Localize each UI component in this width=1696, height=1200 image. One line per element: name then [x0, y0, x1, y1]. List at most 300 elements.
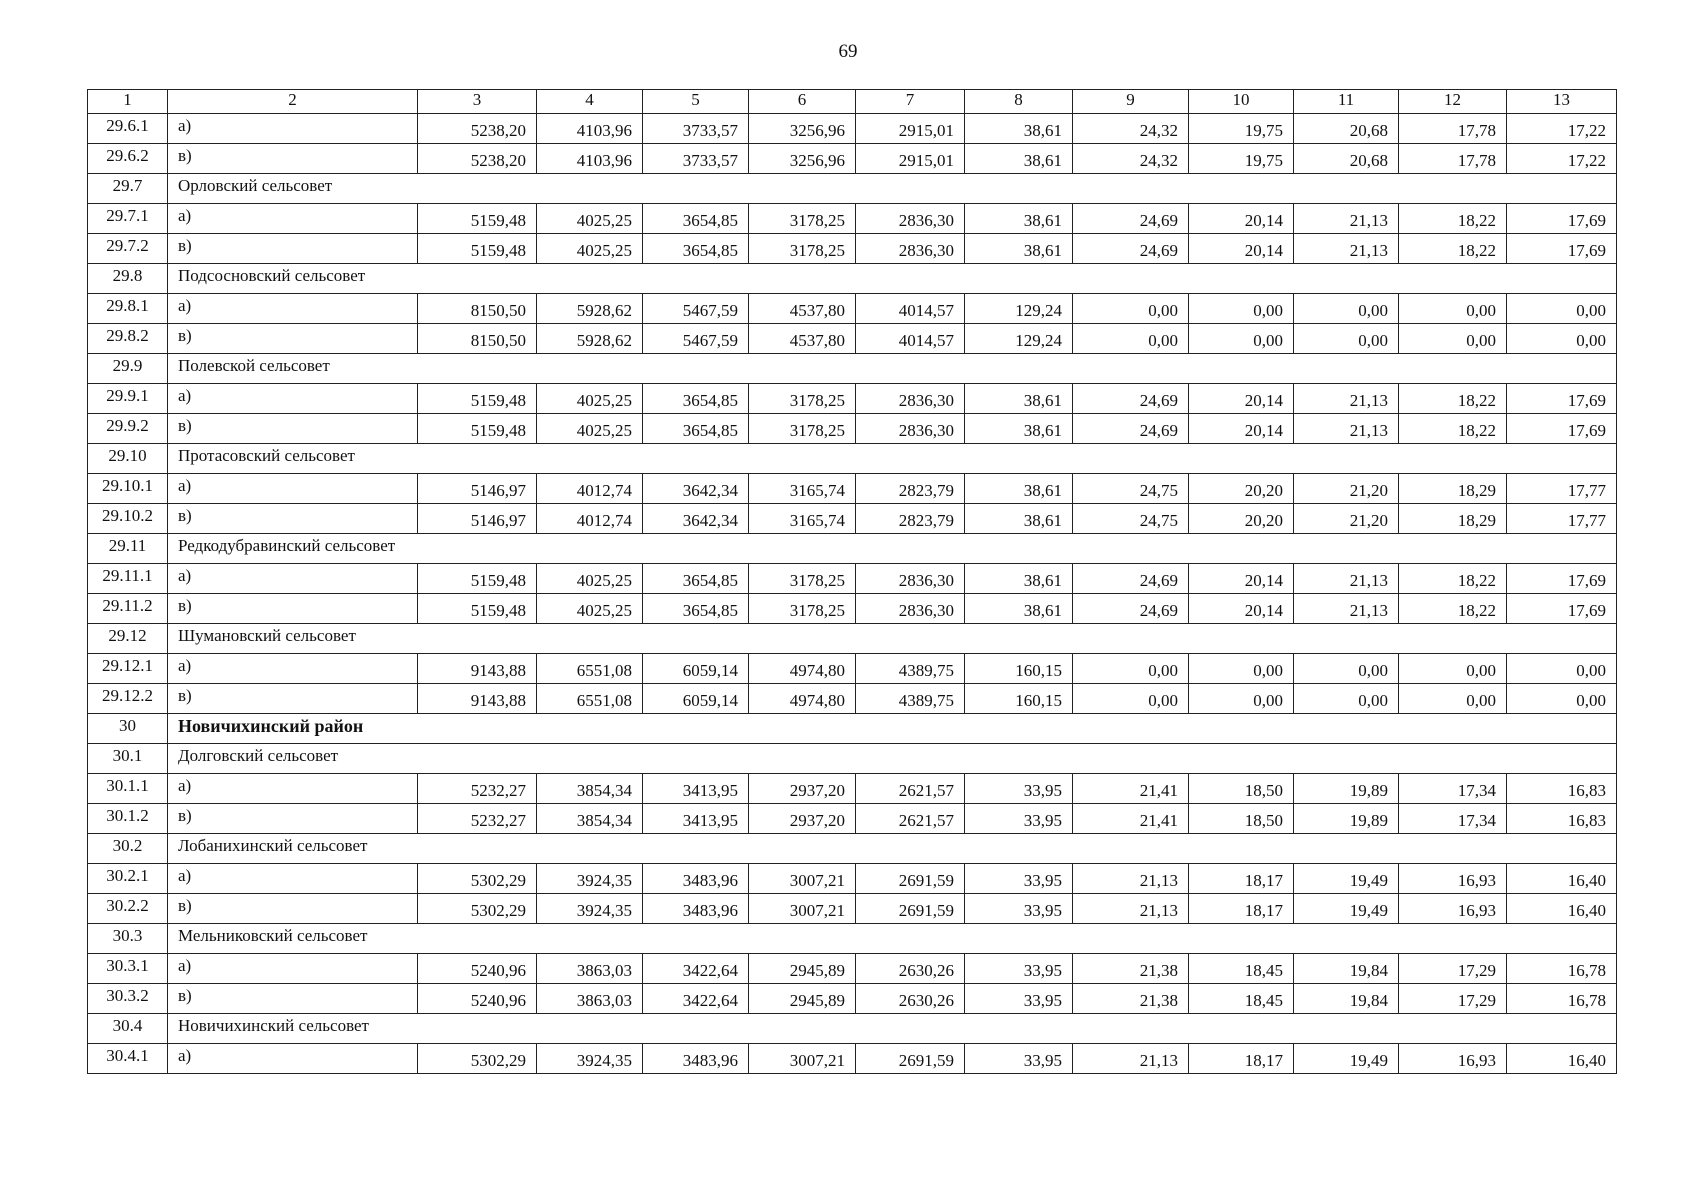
- row-label: а): [168, 774, 418, 804]
- column-header-13: 13: [1507, 90, 1617, 114]
- value-cell-col-3: 5159,48: [418, 204, 537, 234]
- table-row: [88, 774, 1617, 804]
- value-cell-col-12: 16,93: [1399, 1044, 1507, 1074]
- value-cell-col-8: 38,61: [965, 204, 1073, 234]
- table-body: [88, 90, 1617, 1074]
- value-cell-col-10: 20,14: [1189, 204, 1294, 234]
- value-cell-col-8: 33,95: [965, 984, 1073, 1014]
- value-cell-col-13: 0,00: [1507, 654, 1617, 684]
- value-cell-col-9: 24,75: [1073, 504, 1189, 534]
- row-label: в): [168, 804, 418, 834]
- row-label: а): [168, 294, 418, 324]
- settlement-name: Лобанихинский сельсовет: [168, 834, 1617, 864]
- value-cell-col-10: 19,75: [1189, 144, 1294, 174]
- table-row: [88, 114, 1617, 144]
- value-cell-col-12: 0,00: [1399, 324, 1507, 354]
- settlement-name: Редкодубравинский сельсовет: [168, 534, 1617, 564]
- table-row: [88, 804, 1617, 834]
- column-header-7: 7: [856, 90, 965, 114]
- value-cell-col-7: 2691,59: [856, 894, 965, 924]
- value-cell-col-5: 6059,14: [643, 684, 749, 714]
- value-cell-col-6: 3256,96: [749, 114, 856, 144]
- tariff-table: [87, 89, 1617, 1074]
- value-cell-col-6: 3007,21: [749, 864, 856, 894]
- value-cell-col-9: 24,32: [1073, 144, 1189, 174]
- value-cell-col-5: 3654,85: [643, 234, 749, 264]
- value-cell-col-3: 9143,88: [418, 654, 537, 684]
- value-cell-col-9: 0,00: [1073, 654, 1189, 684]
- value-cell-col-13: 16,40: [1507, 864, 1617, 894]
- value-cell-col-12: 18,22: [1399, 414, 1507, 444]
- column-header-11: 11: [1294, 90, 1399, 114]
- value-cell-col-4: 3863,03: [537, 984, 643, 1014]
- value-cell-col-6: 2945,89: [749, 984, 856, 1014]
- table-row: [88, 894, 1617, 924]
- settlement-row: [88, 174, 1617, 204]
- column-header-1: 1: [88, 90, 168, 114]
- value-cell-col-12: 18,22: [1399, 204, 1507, 234]
- value-cell-col-3: 5240,96: [418, 984, 537, 1014]
- value-cell-col-10: 18,17: [1189, 864, 1294, 894]
- value-cell-col-12: 17,78: [1399, 144, 1507, 174]
- row-code: 30.4.1: [88, 1044, 168, 1074]
- value-cell-col-6: 3256,96: [749, 144, 856, 174]
- value-cell-col-13: 0,00: [1507, 294, 1617, 324]
- value-cell-col-13: 16,78: [1507, 954, 1617, 984]
- settlement-name: Протасовский сельсовет: [168, 444, 1617, 474]
- value-cell-col-8: 33,95: [965, 804, 1073, 834]
- value-cell-col-13: 16,78: [1507, 984, 1617, 1014]
- value-cell-col-8: 38,61: [965, 234, 1073, 264]
- row-label: а): [168, 474, 418, 504]
- value-cell-col-13: 0,00: [1507, 684, 1617, 714]
- value-cell-col-4: 3854,34: [537, 774, 643, 804]
- value-cell-col-12: 17,29: [1399, 954, 1507, 984]
- value-cell-col-5: 5467,59: [643, 324, 749, 354]
- settlement-name: Новичихинский сельсовет: [168, 1014, 1617, 1044]
- value-cell-col-9: 0,00: [1073, 324, 1189, 354]
- row-label: а): [168, 1044, 418, 1074]
- value-cell-col-7: 2630,26: [856, 984, 965, 1014]
- value-cell-col-10: 18,17: [1189, 1044, 1294, 1074]
- row-code: 29.7.1: [88, 204, 168, 234]
- value-cell-col-7: 2621,57: [856, 804, 965, 834]
- table-row: [88, 384, 1617, 414]
- value-cell-col-6: 2937,20: [749, 804, 856, 834]
- value-cell-col-5: 6059,14: [643, 654, 749, 684]
- value-cell-col-5: 3483,96: [643, 864, 749, 894]
- value-cell-col-9: 24,69: [1073, 594, 1189, 624]
- row-label: а): [168, 864, 418, 894]
- value-cell-col-9: 21,38: [1073, 984, 1189, 1014]
- value-cell-col-5: 3733,57: [643, 114, 749, 144]
- value-cell-col-6: 4974,80: [749, 654, 856, 684]
- value-cell-col-7: 2836,30: [856, 384, 965, 414]
- value-cell-col-4: 4012,74: [537, 474, 643, 504]
- row-code: 29.12: [88, 624, 168, 654]
- value-cell-col-8: 33,95: [965, 894, 1073, 924]
- row-code: 29.10.2: [88, 504, 168, 534]
- value-cell-col-3: 5302,29: [418, 864, 537, 894]
- value-cell-col-11: 19,89: [1294, 774, 1399, 804]
- row-code: 29.6.1: [88, 114, 168, 144]
- table-row: [88, 144, 1617, 174]
- value-cell-col-6: 3178,25: [749, 414, 856, 444]
- value-cell-col-8: 38,61: [965, 504, 1073, 534]
- settlement-name: Полевской сельсовет: [168, 354, 1617, 384]
- value-cell-col-10: 18,17: [1189, 894, 1294, 924]
- row-label: в): [168, 144, 418, 174]
- district-name: Новичихинский район: [168, 714, 1617, 744]
- value-cell-col-4: 4103,96: [537, 144, 643, 174]
- value-cell-col-7: 2621,57: [856, 774, 965, 804]
- value-cell-col-3: 5159,48: [418, 564, 537, 594]
- column-header-4: 4: [537, 90, 643, 114]
- value-cell-col-3: 5159,48: [418, 384, 537, 414]
- settlement-row: [88, 744, 1617, 774]
- value-cell-col-9: 24,69: [1073, 414, 1189, 444]
- settlement-row: [88, 834, 1617, 864]
- column-header-10: 10: [1189, 90, 1294, 114]
- row-code: 29.9: [88, 354, 168, 384]
- row-code: 30.2: [88, 834, 168, 864]
- row-code: 30.3: [88, 924, 168, 954]
- row-label: в): [168, 684, 418, 714]
- value-cell-col-10: 0,00: [1189, 294, 1294, 324]
- value-cell-col-10: 18,50: [1189, 804, 1294, 834]
- value-cell-col-13: 17,69: [1507, 594, 1617, 624]
- row-code: 29.12.1: [88, 654, 168, 684]
- value-cell-col-10: 19,75: [1189, 114, 1294, 144]
- value-cell-col-12: 16,93: [1399, 894, 1507, 924]
- value-cell-col-11: 21,13: [1294, 384, 1399, 414]
- value-cell-col-6: 3178,25: [749, 564, 856, 594]
- table-row: [88, 504, 1617, 534]
- row-code: 30.4: [88, 1014, 168, 1044]
- value-cell-col-9: 24,69: [1073, 564, 1189, 594]
- table-row: [88, 474, 1617, 504]
- table-row: [88, 954, 1617, 984]
- value-cell-col-5: 3483,96: [643, 894, 749, 924]
- row-code: 30.1.1: [88, 774, 168, 804]
- value-cell-col-4: 4025,25: [537, 594, 643, 624]
- value-cell-col-9: 21,41: [1073, 804, 1189, 834]
- row-label: в): [168, 414, 418, 444]
- row-label: в): [168, 234, 418, 264]
- value-cell-col-4: 4025,25: [537, 414, 643, 444]
- value-cell-col-3: 5159,48: [418, 414, 537, 444]
- value-cell-col-11: 21,13: [1294, 234, 1399, 264]
- value-cell-col-8: 38,61: [965, 414, 1073, 444]
- value-cell-col-5: 3733,57: [643, 144, 749, 174]
- page-number: 69: [838, 41, 858, 62]
- value-cell-col-13: 17,22: [1507, 114, 1617, 144]
- value-cell-col-12: 18,29: [1399, 504, 1507, 534]
- value-cell-col-9: 24,69: [1073, 204, 1189, 234]
- row-label: а): [168, 114, 418, 144]
- value-cell-col-6: 3178,25: [749, 384, 856, 414]
- value-cell-col-5: 5467,59: [643, 294, 749, 324]
- value-cell-col-11: 19,49: [1294, 894, 1399, 924]
- value-cell-col-6: 3165,74: [749, 474, 856, 504]
- value-cell-col-4: 4025,25: [537, 234, 643, 264]
- value-cell-col-9: 24,69: [1073, 384, 1189, 414]
- column-header-12: 12: [1399, 90, 1507, 114]
- value-cell-col-6: 3178,25: [749, 234, 856, 264]
- row-code: 29.11.1: [88, 564, 168, 594]
- value-cell-col-12: 18,29: [1399, 474, 1507, 504]
- settlement-name: Шумановский сельсовет: [168, 624, 1617, 654]
- value-cell-col-3: 5159,48: [418, 594, 537, 624]
- row-label: а): [168, 654, 418, 684]
- value-cell-col-8: 33,95: [965, 864, 1073, 894]
- district-row: [88, 714, 1617, 744]
- value-cell-col-8: 33,95: [965, 774, 1073, 804]
- row-code: 29.8.2: [88, 324, 168, 354]
- value-cell-col-4: 3924,35: [537, 864, 643, 894]
- row-code: 29.10: [88, 444, 168, 474]
- value-cell-col-11: 19,49: [1294, 864, 1399, 894]
- settlement-row: [88, 264, 1617, 294]
- value-cell-col-12: 18,22: [1399, 234, 1507, 264]
- column-header-6: 6: [749, 90, 856, 114]
- row-label: в): [168, 504, 418, 534]
- value-cell-col-12: 0,00: [1399, 684, 1507, 714]
- value-cell-col-8: 33,95: [965, 954, 1073, 984]
- value-cell-col-6: 3178,25: [749, 204, 856, 234]
- table-row: [88, 234, 1617, 264]
- value-cell-col-4: 6551,08: [537, 654, 643, 684]
- value-cell-col-9: 21,13: [1073, 1044, 1189, 1074]
- column-header-8: 8: [965, 90, 1073, 114]
- value-cell-col-9: 21,13: [1073, 894, 1189, 924]
- row-code: 30.2.2: [88, 894, 168, 924]
- settlement-row: [88, 1014, 1617, 1044]
- value-cell-col-8: 38,61: [965, 474, 1073, 504]
- row-label: в): [168, 984, 418, 1014]
- row-label: а): [168, 954, 418, 984]
- value-cell-col-8: 38,61: [965, 564, 1073, 594]
- value-cell-col-8: 38,61: [965, 384, 1073, 414]
- column-header-3: 3: [418, 90, 537, 114]
- value-cell-col-3: 5302,29: [418, 894, 537, 924]
- value-cell-col-12: 18,22: [1399, 564, 1507, 594]
- value-cell-col-9: 21,38: [1073, 954, 1189, 984]
- value-cell-col-4: 5928,62: [537, 294, 643, 324]
- value-cell-col-13: 17,77: [1507, 504, 1617, 534]
- value-cell-col-7: 4389,75: [856, 654, 965, 684]
- settlement-row: [88, 444, 1617, 474]
- table-row: [88, 324, 1617, 354]
- row-code: 29.12.2: [88, 684, 168, 714]
- value-cell-col-4: 4025,25: [537, 564, 643, 594]
- value-cell-col-11: 21,13: [1294, 594, 1399, 624]
- value-cell-col-3: 5146,97: [418, 474, 537, 504]
- value-cell-col-10: 20,14: [1189, 594, 1294, 624]
- value-cell-col-5: 3413,95: [643, 774, 749, 804]
- value-cell-col-12: 17,78: [1399, 114, 1507, 144]
- value-cell-col-5: 3422,64: [643, 954, 749, 984]
- row-code: 29.8.1: [88, 294, 168, 324]
- value-cell-col-10: 20,14: [1189, 384, 1294, 414]
- value-cell-col-11: 21,13: [1294, 564, 1399, 594]
- row-code: 29.6.2: [88, 144, 168, 174]
- value-cell-col-10: 18,45: [1189, 984, 1294, 1014]
- value-cell-col-8: 38,61: [965, 144, 1073, 174]
- value-cell-col-13: 16,40: [1507, 894, 1617, 924]
- row-label: а): [168, 564, 418, 594]
- value-cell-col-13: 17,22: [1507, 144, 1617, 174]
- value-cell-col-8: 160,15: [965, 654, 1073, 684]
- table-row: [88, 294, 1617, 324]
- table-row: [88, 204, 1617, 234]
- row-code: 30.3.1: [88, 954, 168, 984]
- value-cell-col-4: 3854,34: [537, 804, 643, 834]
- value-cell-col-3: 5238,20: [418, 144, 537, 174]
- value-cell-col-12: 18,22: [1399, 594, 1507, 624]
- value-cell-col-13: 17,69: [1507, 414, 1617, 444]
- value-cell-col-11: 21,13: [1294, 204, 1399, 234]
- value-cell-col-10: 20,14: [1189, 414, 1294, 444]
- row-code: 29.7.2: [88, 234, 168, 264]
- value-cell-col-5: 3654,85: [643, 204, 749, 234]
- value-cell-col-13: 16,40: [1507, 1044, 1617, 1074]
- value-cell-col-6: 3165,74: [749, 504, 856, 534]
- table-row: [88, 564, 1617, 594]
- value-cell-col-12: 18,22: [1399, 384, 1507, 414]
- value-cell-col-6: 4974,80: [749, 684, 856, 714]
- value-cell-col-3: 5302,29: [418, 1044, 537, 1074]
- value-cell-col-3: 5146,97: [418, 504, 537, 534]
- value-cell-col-13: 16,83: [1507, 804, 1617, 834]
- settlement-name: Долговский сельсовет: [168, 744, 1617, 774]
- table-row: [88, 684, 1617, 714]
- value-cell-col-10: 0,00: [1189, 324, 1294, 354]
- row-code: 30.3.2: [88, 984, 168, 1014]
- row-code: 30.1: [88, 744, 168, 774]
- value-cell-col-9: 24,32: [1073, 114, 1189, 144]
- value-cell-col-7: 2691,59: [856, 1044, 965, 1074]
- value-cell-col-6: 3178,25: [749, 594, 856, 624]
- value-cell-col-4: 6551,08: [537, 684, 643, 714]
- value-cell-col-8: 38,61: [965, 114, 1073, 144]
- row-code: 29.9.2: [88, 414, 168, 444]
- value-cell-col-8: 38,61: [965, 594, 1073, 624]
- value-cell-col-4: 4103,96: [537, 114, 643, 144]
- value-cell-col-3: 9143,88: [418, 684, 537, 714]
- value-cell-col-10: 20,14: [1189, 564, 1294, 594]
- value-cell-col-11: 20,68: [1294, 114, 1399, 144]
- value-cell-col-7: 2823,79: [856, 474, 965, 504]
- row-label: а): [168, 204, 418, 234]
- table-row: [88, 594, 1617, 624]
- value-cell-col-11: 21,20: [1294, 504, 1399, 534]
- value-cell-col-6: 2945,89: [749, 954, 856, 984]
- value-cell-col-12: 17,34: [1399, 774, 1507, 804]
- value-cell-col-11: 21,20: [1294, 474, 1399, 504]
- value-cell-col-7: 2630,26: [856, 954, 965, 984]
- value-cell-col-4: 4012,74: [537, 504, 643, 534]
- value-cell-col-10: 0,00: [1189, 684, 1294, 714]
- value-cell-col-3: 5159,48: [418, 234, 537, 264]
- value-cell-col-10: 20,20: [1189, 504, 1294, 534]
- value-cell-col-9: 24,75: [1073, 474, 1189, 504]
- table-row: [88, 654, 1617, 684]
- value-cell-col-11: 0,00: [1294, 654, 1399, 684]
- row-code: 29.9.1: [88, 384, 168, 414]
- settlement-row: [88, 354, 1617, 384]
- value-cell-col-5: 3483,96: [643, 1044, 749, 1074]
- value-cell-col-9: 0,00: [1073, 294, 1189, 324]
- value-cell-col-6: 4537,80: [749, 294, 856, 324]
- value-cell-col-10: 18,50: [1189, 774, 1294, 804]
- value-cell-col-10: 0,00: [1189, 654, 1294, 684]
- row-label: а): [168, 384, 418, 414]
- row-code: 30.1.2: [88, 804, 168, 834]
- value-cell-col-7: 2915,01: [856, 114, 965, 144]
- value-cell-col-7: 2836,30: [856, 414, 965, 444]
- value-cell-col-11: 19,84: [1294, 954, 1399, 984]
- value-cell-col-3: 8150,50: [418, 324, 537, 354]
- table-row: [88, 984, 1617, 1014]
- value-cell-col-13: 17,77: [1507, 474, 1617, 504]
- value-cell-col-11: 0,00: [1294, 294, 1399, 324]
- value-cell-col-4: 3863,03: [537, 954, 643, 984]
- settlement-name: Подсосновский сельсовет: [168, 264, 1617, 294]
- value-cell-col-4: 4025,25: [537, 384, 643, 414]
- settlement-row: [88, 624, 1617, 654]
- value-cell-col-13: 17,69: [1507, 234, 1617, 264]
- value-cell-col-7: 2836,30: [856, 564, 965, 594]
- value-cell-col-5: 3654,85: [643, 414, 749, 444]
- row-code: 29.7: [88, 174, 168, 204]
- row-label: в): [168, 324, 418, 354]
- settlement-row: [88, 534, 1617, 564]
- value-cell-col-3: 5232,27: [418, 804, 537, 834]
- row-code: 30.2.1: [88, 864, 168, 894]
- row-code: 29.11: [88, 534, 168, 564]
- value-cell-col-8: 160,15: [965, 684, 1073, 714]
- value-cell-col-13: 0,00: [1507, 324, 1617, 354]
- row-code: 29.10.1: [88, 474, 168, 504]
- value-cell-col-11: 20,68: [1294, 144, 1399, 174]
- value-cell-col-3: 5238,20: [418, 114, 537, 144]
- value-cell-col-7: 2691,59: [856, 864, 965, 894]
- value-cell-col-12: 17,34: [1399, 804, 1507, 834]
- value-cell-col-5: 3654,85: [643, 564, 749, 594]
- value-cell-col-3: 5240,96: [418, 954, 537, 984]
- value-cell-col-11: 19,49: [1294, 1044, 1399, 1074]
- row-label: в): [168, 594, 418, 624]
- value-cell-col-12: 0,00: [1399, 654, 1507, 684]
- value-cell-col-12: 17,29: [1399, 984, 1507, 1014]
- value-cell-col-12: 0,00: [1399, 294, 1507, 324]
- value-cell-col-6: 2937,20: [749, 774, 856, 804]
- table-row: [88, 414, 1617, 444]
- value-cell-col-12: 16,93: [1399, 864, 1507, 894]
- settlement-name: Мельниковский сельсовет: [168, 924, 1617, 954]
- value-cell-col-11: 0,00: [1294, 684, 1399, 714]
- value-cell-col-5: 3654,85: [643, 594, 749, 624]
- value-cell-col-11: 21,13: [1294, 414, 1399, 444]
- value-cell-col-7: 2915,01: [856, 144, 965, 174]
- value-cell-col-10: 18,45: [1189, 954, 1294, 984]
- column-header-2: 2: [168, 90, 418, 114]
- value-cell-col-4: 3924,35: [537, 1044, 643, 1074]
- row-label: в): [168, 894, 418, 924]
- value-cell-col-3: 5232,27: [418, 774, 537, 804]
- value-cell-col-4: 4025,25: [537, 204, 643, 234]
